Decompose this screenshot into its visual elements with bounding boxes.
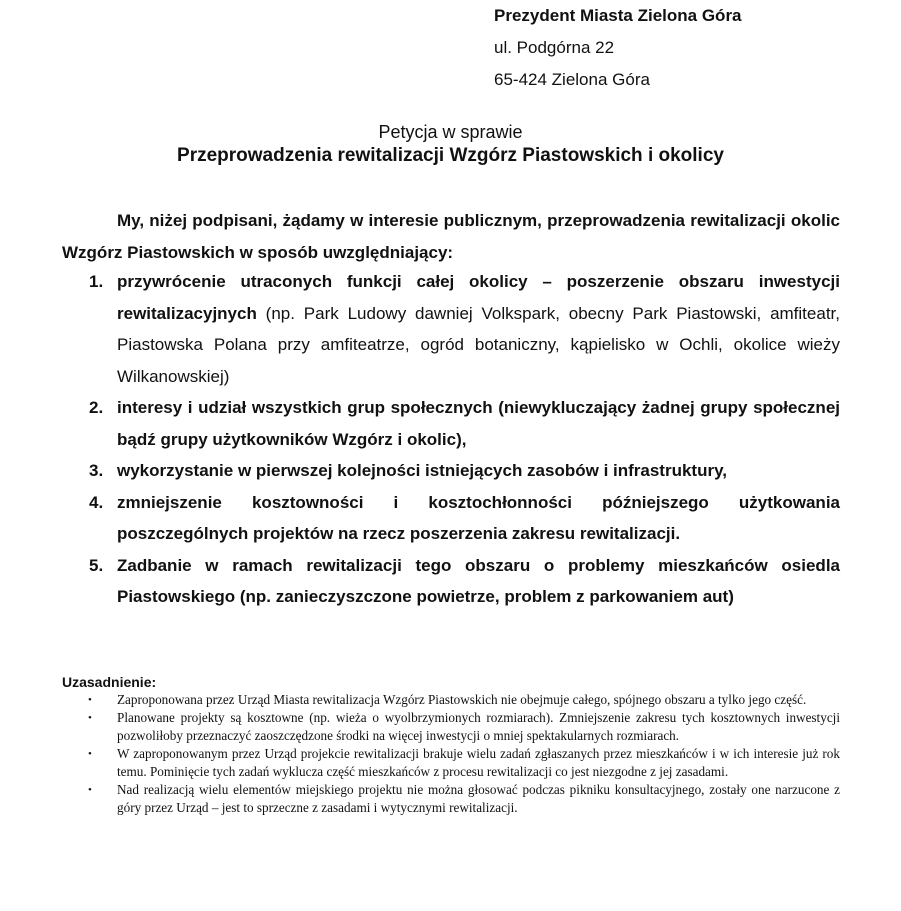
bullet-icon: • bbox=[88, 748, 92, 760]
recipient-name: Prezydent Miasta Zielona Góra bbox=[494, 6, 742, 25]
demand-item bbox=[62, 550, 840, 613]
demand-number: 1. bbox=[89, 272, 104, 291]
justification-item bbox=[62, 691, 840, 709]
justification-item bbox=[62, 709, 840, 745]
demand-normal-text: (np. Park Ludowy dawniej Volkspark, obecny Park Piastowski, amfiteatr, Piastowska Polana przy amfiteatrze, ogród botaniczny, kąpielisko w Ochli, okolice wieży Wilkanowskiej) bbox=[117, 303, 840, 386]
demand-bold-text: Zadbanie w ramach rewitalizacji tego obszaru o problemy mieszkańców osiedla Piastowskiego (np. zanieczyszczone powietrze, problem z parkowaniem aut) bbox=[117, 555, 840, 606]
demand-item bbox=[62, 455, 840, 487]
demand-bold-text: przywrócenie utraconych funkcji całej okolicy – poszerzenie obszaru inwestycji rewitalizacyjnych bbox=[117, 272, 840, 323]
demand-bold-text: wykorzystanie w pierwszej kolejności istniejących zasobów i infrastruktury, bbox=[117, 461, 727, 480]
justification-item bbox=[62, 745, 840, 781]
intro-paragraph: My, niżej podpisani, żądamy w interesie publicznym, przeprowadzenia rewitalizacji okolic Wzgórz Piastowskich w sposób uwzględniający: bbox=[62, 211, 840, 262]
petition-title-line2: Przeprowadzenia rewitalizacji Wzgórz Piastowskich i okolicy bbox=[177, 145, 724, 166]
demand-bold-text: zmniejszenie kosztowności i kosztochłonności późniejszego użytkowania poszczególnych projektów na rzecz poszerzenia zakresu rewitalizacji. bbox=[117, 492, 840, 543]
bullet-icon: • bbox=[88, 712, 92, 724]
bullet-icon: • bbox=[88, 784, 92, 796]
justification-heading: Uzasadnienie: bbox=[62, 674, 157, 690]
justification-text: W zaproponowanym przez Urząd projekcie rewitalizacji brakuje wielu zadań zgłaszanych przez mieszkańców i w ich interesie już rok temu. Pominięcie tych zadań wyklucza część mieszkańców z procesu rewitalizacji co jest niezgodne z jej zasadami. bbox=[117, 746, 840, 779]
demand-number: 3. bbox=[89, 461, 104, 480]
justification-item bbox=[62, 781, 840, 817]
demands-list bbox=[62, 266, 840, 613]
demand-number: 5. bbox=[89, 555, 104, 575]
demand-bold-text: interesy i udział wszystkich grup społecznych (niewykluczający żadnej grupy społecznej bądź grupy użytkowników Wzgórz i okolic), bbox=[117, 398, 840, 449]
justification-text: Nad realizacją wielu elementów miejskiego projektu nie można głosować podczas pikniku konsultacyjnego, zostały one narzucone z góry przez Urząd – jest to sprzeczne z zasadami i wytycznymi rewitalizacji. bbox=[117, 782, 840, 815]
demand-number: 2. bbox=[89, 398, 104, 417]
justification-text: Zaproponowana przez Urząd Miasta rewitalizacja Wzgórz Piastowskich nie obejmuje całego, spójnego obszaru a tylko jego część. bbox=[117, 692, 807, 707]
demand-item bbox=[62, 392, 840, 455]
demand-item bbox=[62, 487, 840, 550]
petition-title-line1: Petycja w sprawie bbox=[378, 122, 523, 142]
justification-text: Planowane projekty są kosztowne (np. wieża o wyolbrzymionych rozmiarach). Zmniejszenie zakresu tych kosztownych inwestycji pozwoliłoby przeznaczyć zaoszczędzone środki na więcej inwestycji o mniej spektakularnych rozmiarach. bbox=[117, 710, 840, 743]
demand-number: 4. bbox=[89, 492, 104, 512]
postal-city: 65-424 Zielona Góra bbox=[494, 70, 650, 89]
street-address: ul. Podgórna 22 bbox=[494, 38, 615, 57]
justification-list bbox=[62, 691, 840, 817]
bullet-icon: • bbox=[88, 694, 92, 706]
demand-item bbox=[62, 266, 840, 392]
